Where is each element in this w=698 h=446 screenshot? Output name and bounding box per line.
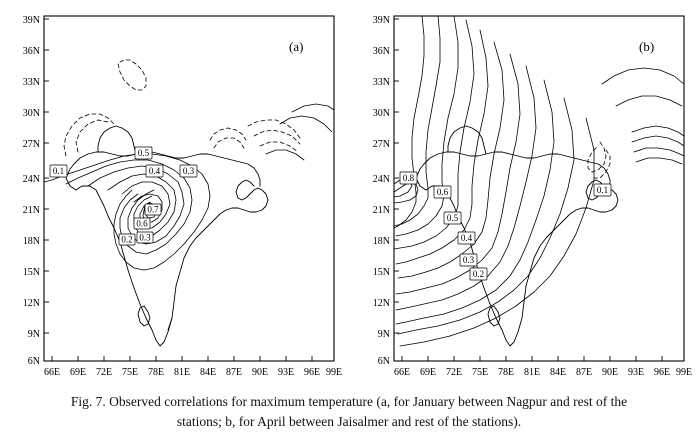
x-tick-label: 96E	[653, 367, 671, 378]
contour-label	[460, 254, 477, 266]
contour-label-text: 0.6	[436, 187, 449, 197]
contour-label	[434, 186, 451, 198]
panel-a-label: (a)	[289, 39, 304, 54]
contour-label	[400, 172, 417, 184]
y-tick-label: 27N	[372, 139, 390, 150]
contour-label	[119, 234, 135, 245]
y-tick-label: 24N	[372, 174, 390, 185]
y-tick-label: 6N	[27, 356, 40, 367]
x-tick-label: 90E	[601, 367, 619, 378]
caption-line-2: stations; b, for April between Jaisalmer and rest of the stations).	[176, 414, 522, 430]
contour-label	[135, 147, 152, 159]
x-tick-label: 78E	[147, 367, 165, 378]
x-tick-label: 72E	[95, 367, 113, 378]
contour-label	[444, 212, 461, 224]
y-tick-label: 18N	[372, 236, 390, 247]
y-tick-label: 39N	[22, 15, 40, 26]
contour-label-text: 0.8	[402, 173, 415, 183]
y-tick-label: 30N	[22, 108, 40, 119]
panel-a-india-outline	[66, 126, 268, 346]
figure-caption	[0, 392, 698, 433]
y-tick-label: 12N	[22, 298, 40, 309]
contour-label-text: 0.7	[147, 204, 159, 215]
x-tick-label: 84E	[199, 367, 217, 378]
y-tick-label: 24N	[22, 174, 40, 185]
panel-b	[354, 6, 694, 386]
y-tick-label: 9N	[377, 329, 390, 340]
caption-line-1: Fig. 7. Observed correlations for maximum temperature (a, for January between Nagpur and rest of the	[70, 394, 628, 409]
x-tick-label: 90E	[251, 367, 269, 378]
contour-label	[458, 232, 475, 244]
panel-b-label: (b)	[639, 39, 655, 54]
contour-label	[50, 165, 67, 177]
x-tick-label: 87E	[575, 367, 593, 378]
x-tick-label: 69E	[69, 367, 87, 378]
x-tick-label: 66E	[393, 367, 411, 378]
y-tick-label: 15N	[372, 267, 390, 278]
y-tick-label: 15N	[22, 267, 40, 278]
contour-label-text: 0.2	[121, 234, 133, 245]
y-tick-label: 36N	[372, 46, 390, 57]
panel-a-x-axis	[44, 356, 342, 378]
contour-label-text: 0.5	[446, 213, 459, 223]
x-tick-label: 87E	[225, 367, 243, 378]
y-tick-label: 9N	[27, 329, 40, 340]
contour-label-text: 0.4	[460, 233, 473, 243]
x-tick-label: 81E	[523, 367, 541, 378]
x-tick-label: 72E	[445, 367, 463, 378]
contour-label-text: 0.3	[462, 255, 475, 265]
x-tick-label: 99E	[675, 367, 693, 378]
x-tick-label: 75E	[471, 367, 489, 378]
contour-label	[470, 268, 487, 280]
x-tick-label: 66E	[43, 367, 61, 378]
contour-label	[594, 184, 611, 196]
y-tick-label: 18N	[22, 236, 40, 247]
y-tick-label: 30N	[372, 108, 390, 119]
y-tick-label: 12N	[372, 298, 390, 309]
y-tick-label: 21N	[372, 205, 390, 216]
x-tick-label: 99E	[325, 367, 343, 378]
contour-label-text: 0.6	[136, 218, 148, 229]
y-tick-label: 39N	[372, 15, 390, 26]
x-tick-label: 93E	[627, 367, 645, 378]
contour-label-text: 0.1	[52, 166, 65, 176]
y-tick-label: 36N	[22, 46, 40, 57]
y-tick-label: 33N	[372, 77, 390, 88]
x-tick-label: 96E	[303, 367, 321, 378]
contour-label	[145, 204, 161, 215]
contour-label	[137, 232, 153, 243]
contour-label-text: 0.1	[596, 185, 609, 195]
x-tick-label: 84E	[549, 367, 567, 378]
y-tick-label: 33N	[22, 77, 40, 88]
contour-label-text: 0.3	[182, 166, 195, 176]
panel-a-frame	[44, 16, 334, 361]
panel-b-contours	[394, 16, 684, 346]
contour-label-text: 0.2	[472, 269, 485, 279]
x-tick-label: 93E	[277, 367, 295, 378]
panel-b-x-axis	[394, 356, 692, 378]
contour-label-text: 0.5	[137, 148, 150, 158]
y-tick-label: 27N	[22, 139, 40, 150]
y-tick-label: 6N	[377, 356, 390, 367]
panel-a-y-axis	[23, 15, 49, 367]
x-tick-label: 78E	[497, 367, 515, 378]
contour-label-text: 0.4	[148, 166, 161, 176]
contour-label	[146, 165, 163, 177]
y-tick-label: 21N	[22, 205, 40, 216]
contour-label	[134, 218, 150, 229]
x-tick-label: 81E	[173, 367, 191, 378]
x-tick-label: 69E	[419, 367, 437, 378]
contour-label-text: 0.3	[139, 232, 151, 243]
x-tick-label: 75E	[121, 367, 139, 378]
panel-a	[4, 6, 344, 386]
contour-label	[180, 165, 197, 177]
